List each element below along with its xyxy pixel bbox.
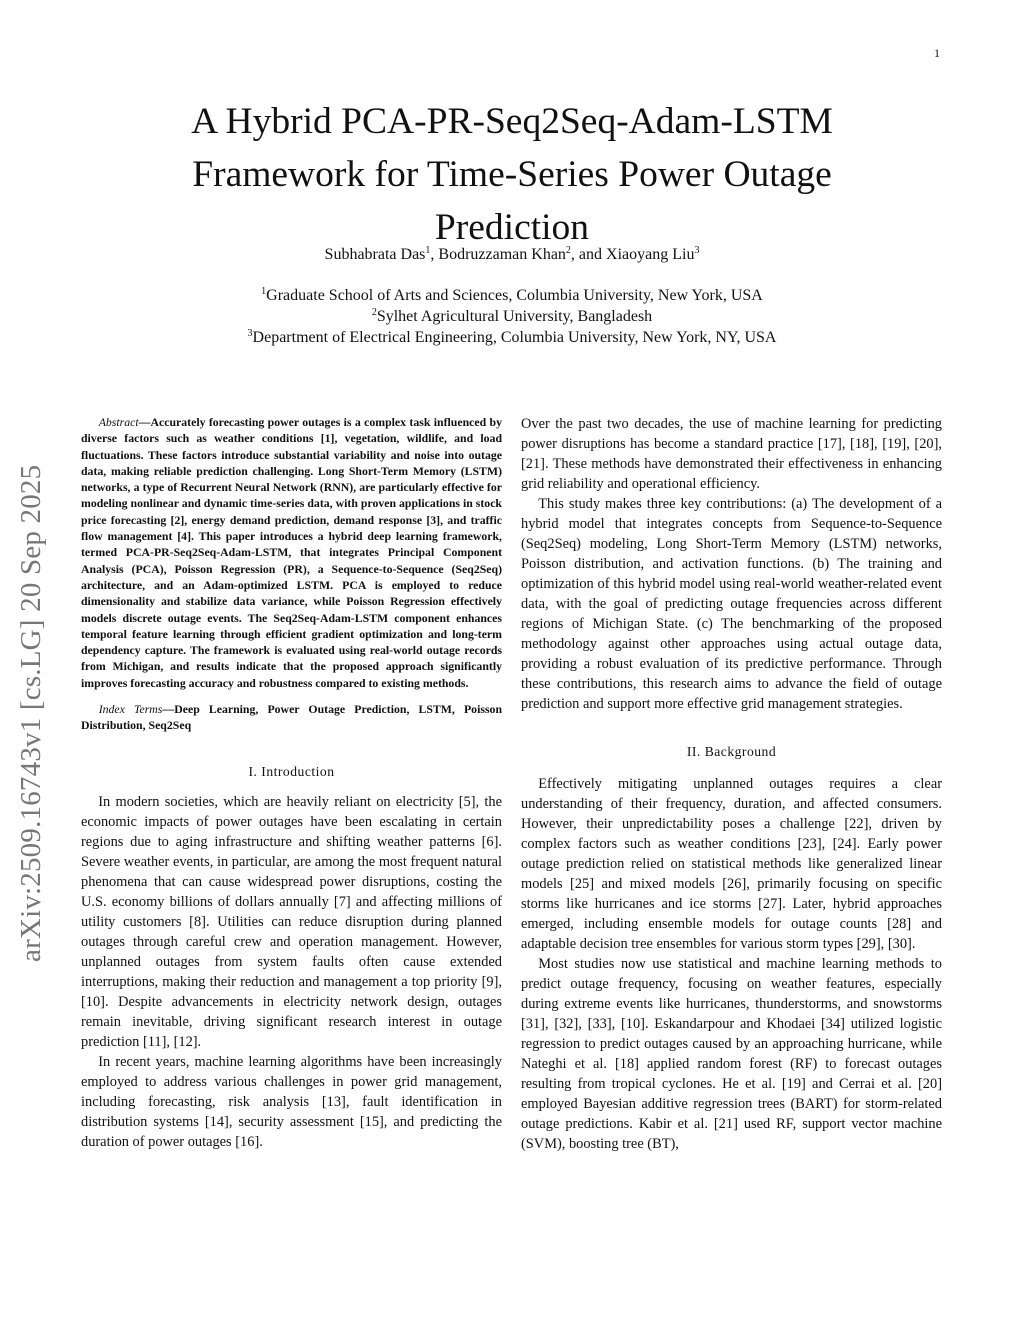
author-separator: , and bbox=[570, 246, 607, 263]
author-separator: , bbox=[430, 246, 439, 263]
title-line-1: A Hybrid PCA-PR-Seq2Seq-Adam-LSTM bbox=[191, 101, 833, 142]
affiliation-line bbox=[100, 306, 924, 327]
title-line-2: Framework for Time-Series Power Outage bbox=[192, 154, 832, 195]
affiliation-marker: 1 bbox=[261, 286, 267, 297]
affiliation-text: Sylhet Agricultural University, Bangladesh bbox=[376, 308, 653, 325]
abstract bbox=[81, 414, 502, 691]
arxiv-identifier-text: arXiv:2509.16743v1 [cs.LG] 20 Sep 2025 bbox=[15, 464, 47, 962]
page-number: 1 bbox=[934, 46, 940, 60]
body-paragraph: Most studies now use statistical and machine learning methods to predict outage frequency, focusing on weather features, especially during extreme events like hurricanes, thunderstorms, and snowstorms [31], [32], [33], [10]. Eskandarpour and Khodaei [34] utilized logistic regression to predict outages caused by an approaching hurricane, while Nateghi et al. [18] applied random forest (RF) to forecast outages resulting from tropical cyclones. He et al. [19] and Cerrai et al. [20] employed Bayesian additive regression trees (BART) for storm-related outage predictions. Kabir et al. [21] used RF, support vector machine (SVM), boosting tree (BT), bbox=[521, 956, 942, 1152]
affiliation-line bbox=[100, 285, 924, 306]
abstract-label: Abstract bbox=[98, 415, 139, 429]
body-paragraph: Effectively mitigating unplanned outages requires a clear understanding of their frequency, duration, and affected consumers. However, their unpredictability poses a challenge [22], driven by complex factors such as weather conditions [23], [24]. Early power outage prediction relied on statistical methods like generalized linear models [25] and mixed models [26], primarily focusing on specific storms like hurricanes and ice storms [27]. Later, hybrid approaches emerged, including ensemble models for outage counts [28] and adaptable decision tree ensembles for various storm types [29], [30]. bbox=[521, 776, 942, 952]
left-column bbox=[81, 414, 502, 1152]
affiliation-marker: 3 bbox=[694, 245, 700, 256]
affiliation-marker: 2 bbox=[565, 245, 571, 256]
affiliation-line bbox=[100, 327, 924, 348]
title-line-3: Prediction bbox=[434, 207, 590, 248]
body-paragraph: In modern societies, which are heavily reliant on electricity [5], the economic impacts of power outages have been escalating in certain regions due to aging infrastructure and shifting weather patterns [6]. Severe weather events, in particular, are among the most frequent natural phenomena that can cause widespread power disruptions, costing the U.S. economy billions of dollars annually [7] and affecting millions of utility customers [8]. Utilities can reduce disruption during planned outages through careful crew and operation management. However, unplanned outages from system faults often cause extended interruptions, making their reduction and management a top priority [9], [10]. Despite advancements in electricity network design, outages remain inevitable, driving significant research interest in outage prediction [11], [12]. bbox=[81, 793, 502, 1050]
affiliation-text: Graduate School of Arts and Sciences, Columbia University, New York, USA bbox=[266, 287, 763, 304]
abstract-text: —Accurately forecasting power outages is a complex task influenced by diverse factors such as weather conditions [1], vegetation, wildlife, and load fluctuations. These factors introduce substantial variability and noise into outage data, making reliable prediction challenging. Long Short-Term Memory (LSTM) networks, a type of Recurrent Neural Network (RNN), are particularly effective for modeling nonlinear and dynamic time-series data, with proven applications in stock price forecasting [2], energy demand prediction, demand response [3], and traffic flow management [4]. This paper introduces a hybrid deep learning framework, termed PCA-PR-Seq2Seq-Adam-LSTM, that integrates Principal Component Analysis (PCA), Poisson Regression (PR), a Sequence-to-Sequence (Seq2Seq) architecture, and an Adam-optimized LSTM. PCA is employed to reduce dimensionality and stabilize data variance, while Poisson Regression effectively models discrete outage events. The Seq2Seq-Adam-LSTM component enhances temporal feature learning through efficient gradient optimization and long-term dependency capture. The framework is evaluated using real-world outage records from Michigan, and results indicate that the proposed approach significantly improves forecasting accuracy and robustness compared to existing methods. bbox=[81, 415, 502, 690]
index-terms-label: Index Terms bbox=[98, 702, 163, 717]
author-name: Subhabrata Das bbox=[324, 246, 426, 263]
affiliation-marker: 2 bbox=[371, 307, 377, 318]
affiliation-marker: 1 bbox=[425, 245, 431, 256]
section-heading-introduction: I. Introduction bbox=[248, 763, 335, 779]
affiliation-list bbox=[100, 285, 924, 348]
section-heading-background: II. Background bbox=[686, 744, 777, 759]
paper-title bbox=[100, 95, 924, 254]
index-terms-text: —Deep Learning, Power Outage Prediction, LSTM, Poisson Distribution, Seq2Seq bbox=[81, 702, 502, 733]
affiliation-text: Department of Electrical Engineering, Columbia University, New York, NY, USA bbox=[252, 329, 777, 346]
body-paragraph: In recent years, machine learning algorithms have been increasingly employed to address various challenges in power grid management, including forecasting, risk analysis [13], fault identification in distribution systems [14], security assessment [15], and predicting the duration of power outages [16]. bbox=[81, 1053, 502, 1150]
author-list bbox=[100, 245, 924, 265]
body-paragraph: This study makes three key contributions: (a) The development of a hybrid model that integrates concepts from Sequence-to-Sequence (Seq2Seq) modeling, Long Short-Term Memory (LSTM) networks, Poisson distribution, and activation functions. (b) The training and optimization of this hybrid model using real-world weather-related event data, with the goal of predicting outage frequencies across different regions of Michigan State. (c) The benchmarking of the proposed methodology against other approaches using actual outage data, providing a robust evaluation of its predictive performance. Through these contributions, this research aims to advance the field of outage prediction and support more effective grid management strategies. bbox=[521, 496, 942, 712]
body-paragraph: Over the past two decades, the use of machine learning for predicting power disruptions has become a standard practice [17], [18], [19], [20], [21]. These methods have demonstrated their effectiveness in enhancing grid reliability and operational efficiency. bbox=[521, 416, 942, 492]
affiliation-marker: 3 bbox=[247, 328, 253, 339]
author-name: Xiaoyang Liu bbox=[606, 246, 695, 263]
right-column bbox=[521, 414, 942, 1154]
arxiv-identifier-stamp bbox=[14, 372, 48, 962]
index-terms bbox=[81, 701, 502, 734]
author-name: Bodruzzaman Khan bbox=[438, 246, 566, 263]
